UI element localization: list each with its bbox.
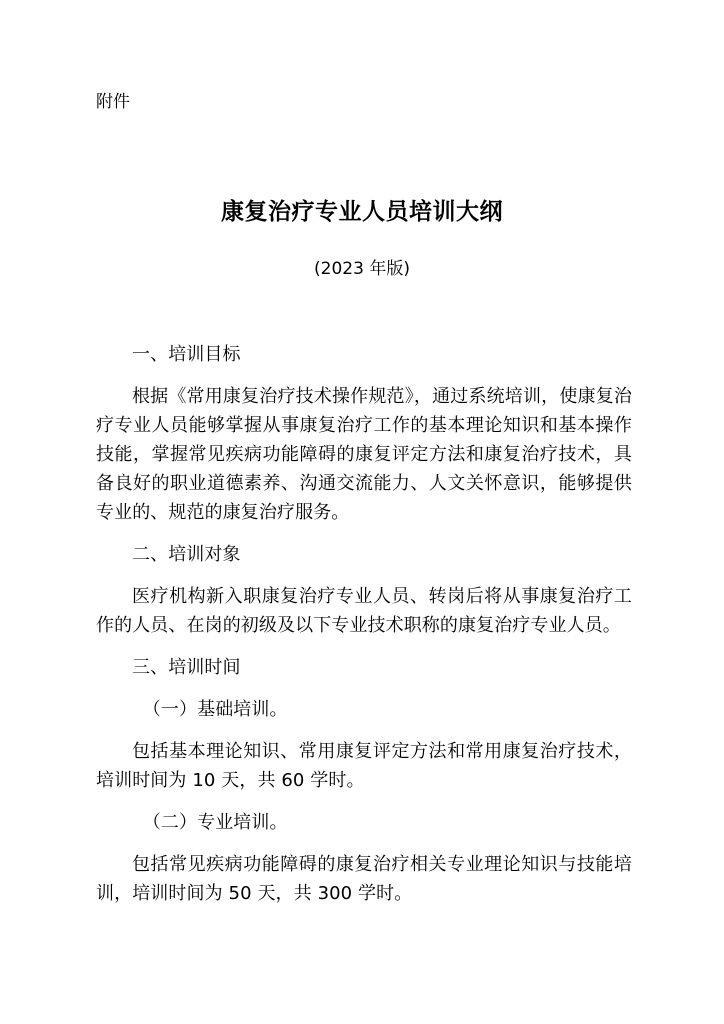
section-heading-trainees: 二、培训对象 xyxy=(132,544,241,565)
paragraph-objective: 根据《常用康复治疗技术操作规范》，通过系统培训，使康复治疗专业人员能够掌握从事康复治疗工作的基本理论知识和基本操作技能，掌握常见疾病功能障碍的康复评定方法和康复治疗技术，具备良好的职业道德素养、沟通交流能力、人文关怀意识，能够提供专业的、规范的康复治疗服务。 xyxy=(96,386,632,523)
section-heading-objective: 一、培训目标 xyxy=(132,344,241,365)
document-edition: (2023 年版) xyxy=(314,259,410,279)
document-body xyxy=(96,340,632,921)
subheading-specialized-training: （二）专业培训。 xyxy=(142,812,288,833)
attachment-label: 附件 xyxy=(96,92,130,112)
paragraph-trainees: 医疗机构新入职康复治疗专业人员、转岗后将从事康复治疗工作的人员、在岗的初级及以下专业技术职称的康复治疗专业人员。 xyxy=(96,586,632,636)
paragraph-specialized-training: 包括常见疾病功能障碍的康复治疗相关专业理论知识与技能培训，培训时间为 50 天，共 300 学时。 xyxy=(96,854,632,904)
subheading-basic-training: （一）基础培训。 xyxy=(142,699,288,720)
document-title: 康复治疗专业人员培训大纲 xyxy=(221,199,503,225)
paragraph-basic-training: 包括基本理论知识、常用康复评定方法和常用康复治疗技术，培训时间为 10 天，共 60 学时。 xyxy=(96,741,632,791)
section-heading-duration: 三、培训时间 xyxy=(132,657,241,678)
